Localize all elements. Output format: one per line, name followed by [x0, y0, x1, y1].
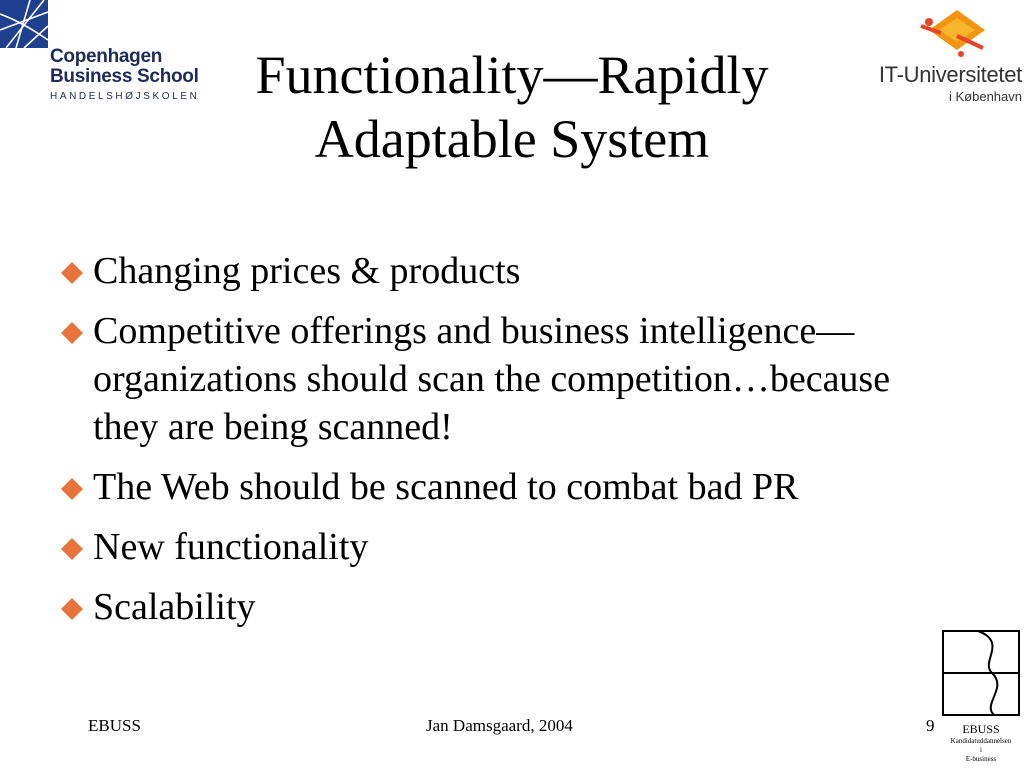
itu-emblem-icon	[899, 2, 989, 60]
ebuss-subtitle	[940, 737, 1022, 764]
cbs-name-line2: Business School	[50, 66, 199, 87]
slide-title-line2: Adaptable System	[314, 109, 710, 169]
itu-name: IT-Universitetet	[878, 62, 1022, 87]
bullet-item	[55, 523, 955, 571]
itu-logo	[854, 0, 1024, 110]
bullet-text: Changing prices & products	[93, 250, 521, 292]
footer-author: Jan Damsgaard, 2004	[426, 716, 573, 735]
bullet-item	[55, 247, 955, 295]
bullet-item	[55, 583, 955, 631]
diamond-bullet-icon	[61, 538, 83, 560]
slide-title-line1: Functionality—Rapidly	[255, 45, 769, 105]
diamond-bullet-icon	[61, 478, 83, 500]
diamond-bullet-icon	[61, 322, 83, 344]
bullet-text: Competitive offerings and business intelligence— organizations should scan the competition…because they are being scanned!	[93, 310, 891, 448]
ebuss-subtitle-line: E-business	[965, 755, 997, 763]
ebuss-subtitle-line: Kandidatuddannelsen	[950, 737, 1012, 745]
bullet-item	[55, 307, 955, 451]
bullet-text: New functionality	[93, 526, 369, 568]
cbs-name-line1: Copenhagen	[50, 46, 163, 67]
bullet-text: Scalability	[93, 586, 256, 628]
diamond-bullet-icon	[61, 262, 83, 284]
cbs-logo	[0, 0, 200, 110]
cbs-emblem-icon	[0, 0, 48, 48]
itu-subtitle: i København	[949, 89, 1022, 104]
ebuss-emblem-icon	[942, 630, 1020, 716]
bullet-list	[55, 247, 955, 643]
slide-title	[200, 43, 824, 171]
page-number: 9	[926, 716, 935, 735]
footer-course: EBUSS	[88, 716, 141, 735]
bullet-item	[55, 463, 955, 511]
ebuss-logo	[940, 630, 1022, 766]
bullet-text: The Web should be scanned to combat bad PR	[93, 466, 799, 508]
diamond-bullet-icon	[61, 598, 83, 620]
cbs-name-line3: HANDELSHØJSKOLEN	[50, 91, 200, 102]
ebuss-title: EBUSS	[962, 722, 1000, 736]
ebuss-subtitle-line: i	[980, 746, 982, 754]
